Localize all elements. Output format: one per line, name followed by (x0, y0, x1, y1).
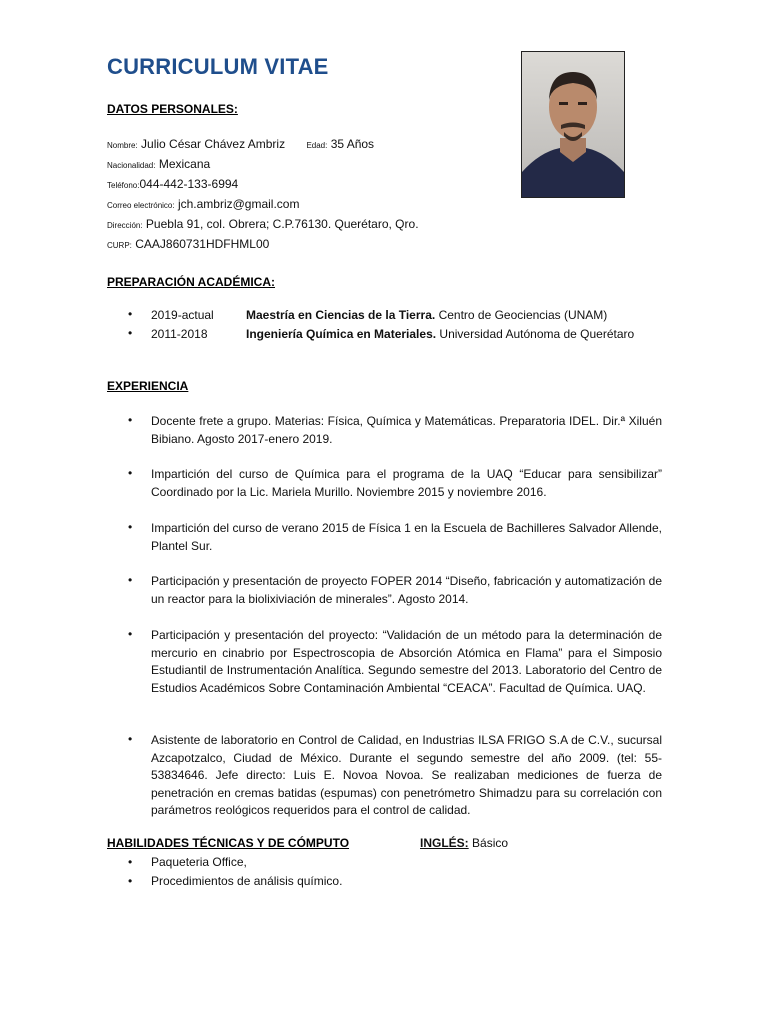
education-item (0, 327, 768, 345)
personal-data-heading: DATOS PERSONALES: (107, 102, 238, 116)
bullet: • (128, 627, 133, 641)
bullet: • (128, 466, 133, 480)
address-line (107, 217, 419, 231)
education-item (0, 308, 768, 326)
english-value: Básico (472, 836, 509, 850)
phone-label: Teléfono: (107, 181, 140, 190)
skill-text: Paqueteria Office, (151, 855, 247, 869)
name-line (107, 137, 374, 151)
profile-photo (521, 51, 625, 198)
address-label: Dirección: (107, 221, 143, 230)
age-label: Edad: (306, 141, 328, 150)
nationality-value: Mexicana (158, 157, 211, 171)
english-level (420, 836, 508, 850)
page-title: CURRICULUM VITAE (107, 54, 329, 79)
experience-text: Participación y presentación del proyecto: “Validación de un método para la determinación de mercurio en cinabrio por Espectroscopia de Absorción Atómica en Flama” para el Simposio Estudiantil de Instrumentación Analítica. Segundo semestre del 2013. Laboratorio del Centro de Estudios Académicos Sobre Contaminación Ambiental “CEACA”. Facultad de Química. UAQ. (151, 628, 662, 695)
education-institution: Centro de Geociencias (UNAM) (438, 308, 608, 322)
skills-heading: HABILIDADES TÉCNICAS Y DE CÓMPUTO (107, 836, 350, 850)
english-label: INGLÉS: (420, 836, 469, 850)
bullet: • (128, 520, 133, 534)
curp-line (107, 237, 269, 251)
education-years: 2019-actual (151, 308, 214, 322)
bullet: • (128, 573, 133, 587)
experience-text: Impartición del curso de verano 2015 de Física 1 en la Escuela de Bachilleres Salvador Allende, Plantel Sur. (151, 521, 662, 553)
nationality-label: Nacionalidad: (107, 161, 156, 170)
bullet: • (128, 874, 133, 888)
phone-line (107, 177, 238, 191)
experience-text: Asistente de laboratorio en Control de Calidad, en Industrias ILSA FRIGO S.A de C.V., sucursal Azcapotzalco, Ciudad de México. Durante el segundo semestre del año 2009. (tel: 55-53834646. Jefe directo: Luis E. Novoa Novoa. Se realizaban mediciones de fuerza de penetración en cremas batidas (espumas) con penetrómetro Shimadzu para su correlación con parámetros reológicos requeridos para el control de calidad. (151, 733, 662, 817)
education-heading: PREPARACIÓN ACADÉMICA: (107, 275, 275, 289)
bullet: • (128, 732, 133, 746)
experience-heading: EXPERIENCIA (107, 379, 189, 393)
bullet: • (128, 855, 133, 869)
experience-text: Docente frete a grupo. Materias: Física, Química y Matemáticas. Preparatoria IDEL. Dir.ª Xiluén Bibiano. Agosto 2017-enero 2019. (151, 414, 662, 446)
name-value: Julio César Chávez Ambriz (141, 137, 286, 151)
curp-label: CURP: (107, 241, 132, 250)
experience-text: Impartición del curso de Química para el programa de la UAQ “Educar para sensibilizar” Coordinado por la Lic. Mariela Murillo. Noviembre 2015 y noviembre 2016. (151, 467, 662, 499)
name-label: Nombre: (107, 141, 138, 150)
age-value: 35 Años (330, 137, 375, 151)
email-line (107, 197, 299, 211)
education-degree: Ingeniería Química en Materiales. (246, 327, 437, 341)
curp-value: CAAJ860731HDFHML00 (135, 237, 270, 251)
skill-text: Procedimientos de análisis químico. (151, 874, 343, 888)
email-label: Correo electrónico: (107, 201, 175, 210)
bullet: • (128, 326, 133, 340)
education-years: 2011-2018 (151, 327, 208, 341)
experience-text: Participación y presentación de proyecto FOPER 2014 “Diseño, fabricación y automatización de un reactor para la biolixiviación de minerales”. Agosto 2014. (151, 574, 662, 606)
education-degree: Maestría en Ciencias de la Tierra. (246, 308, 436, 322)
bullet: • (128, 307, 133, 321)
phone-value: 044-442-133-6994 (139, 177, 239, 191)
address-value: Puebla 91, col. Obrera; C.P.76130. Querétaro, Qro. (145, 217, 419, 231)
email-value: jch.ambriz@gmail.com (177, 197, 300, 211)
education-institution: Universidad Autónoma de Querétaro (439, 327, 635, 341)
bullet: • (128, 413, 133, 427)
nationality-line (107, 157, 210, 171)
